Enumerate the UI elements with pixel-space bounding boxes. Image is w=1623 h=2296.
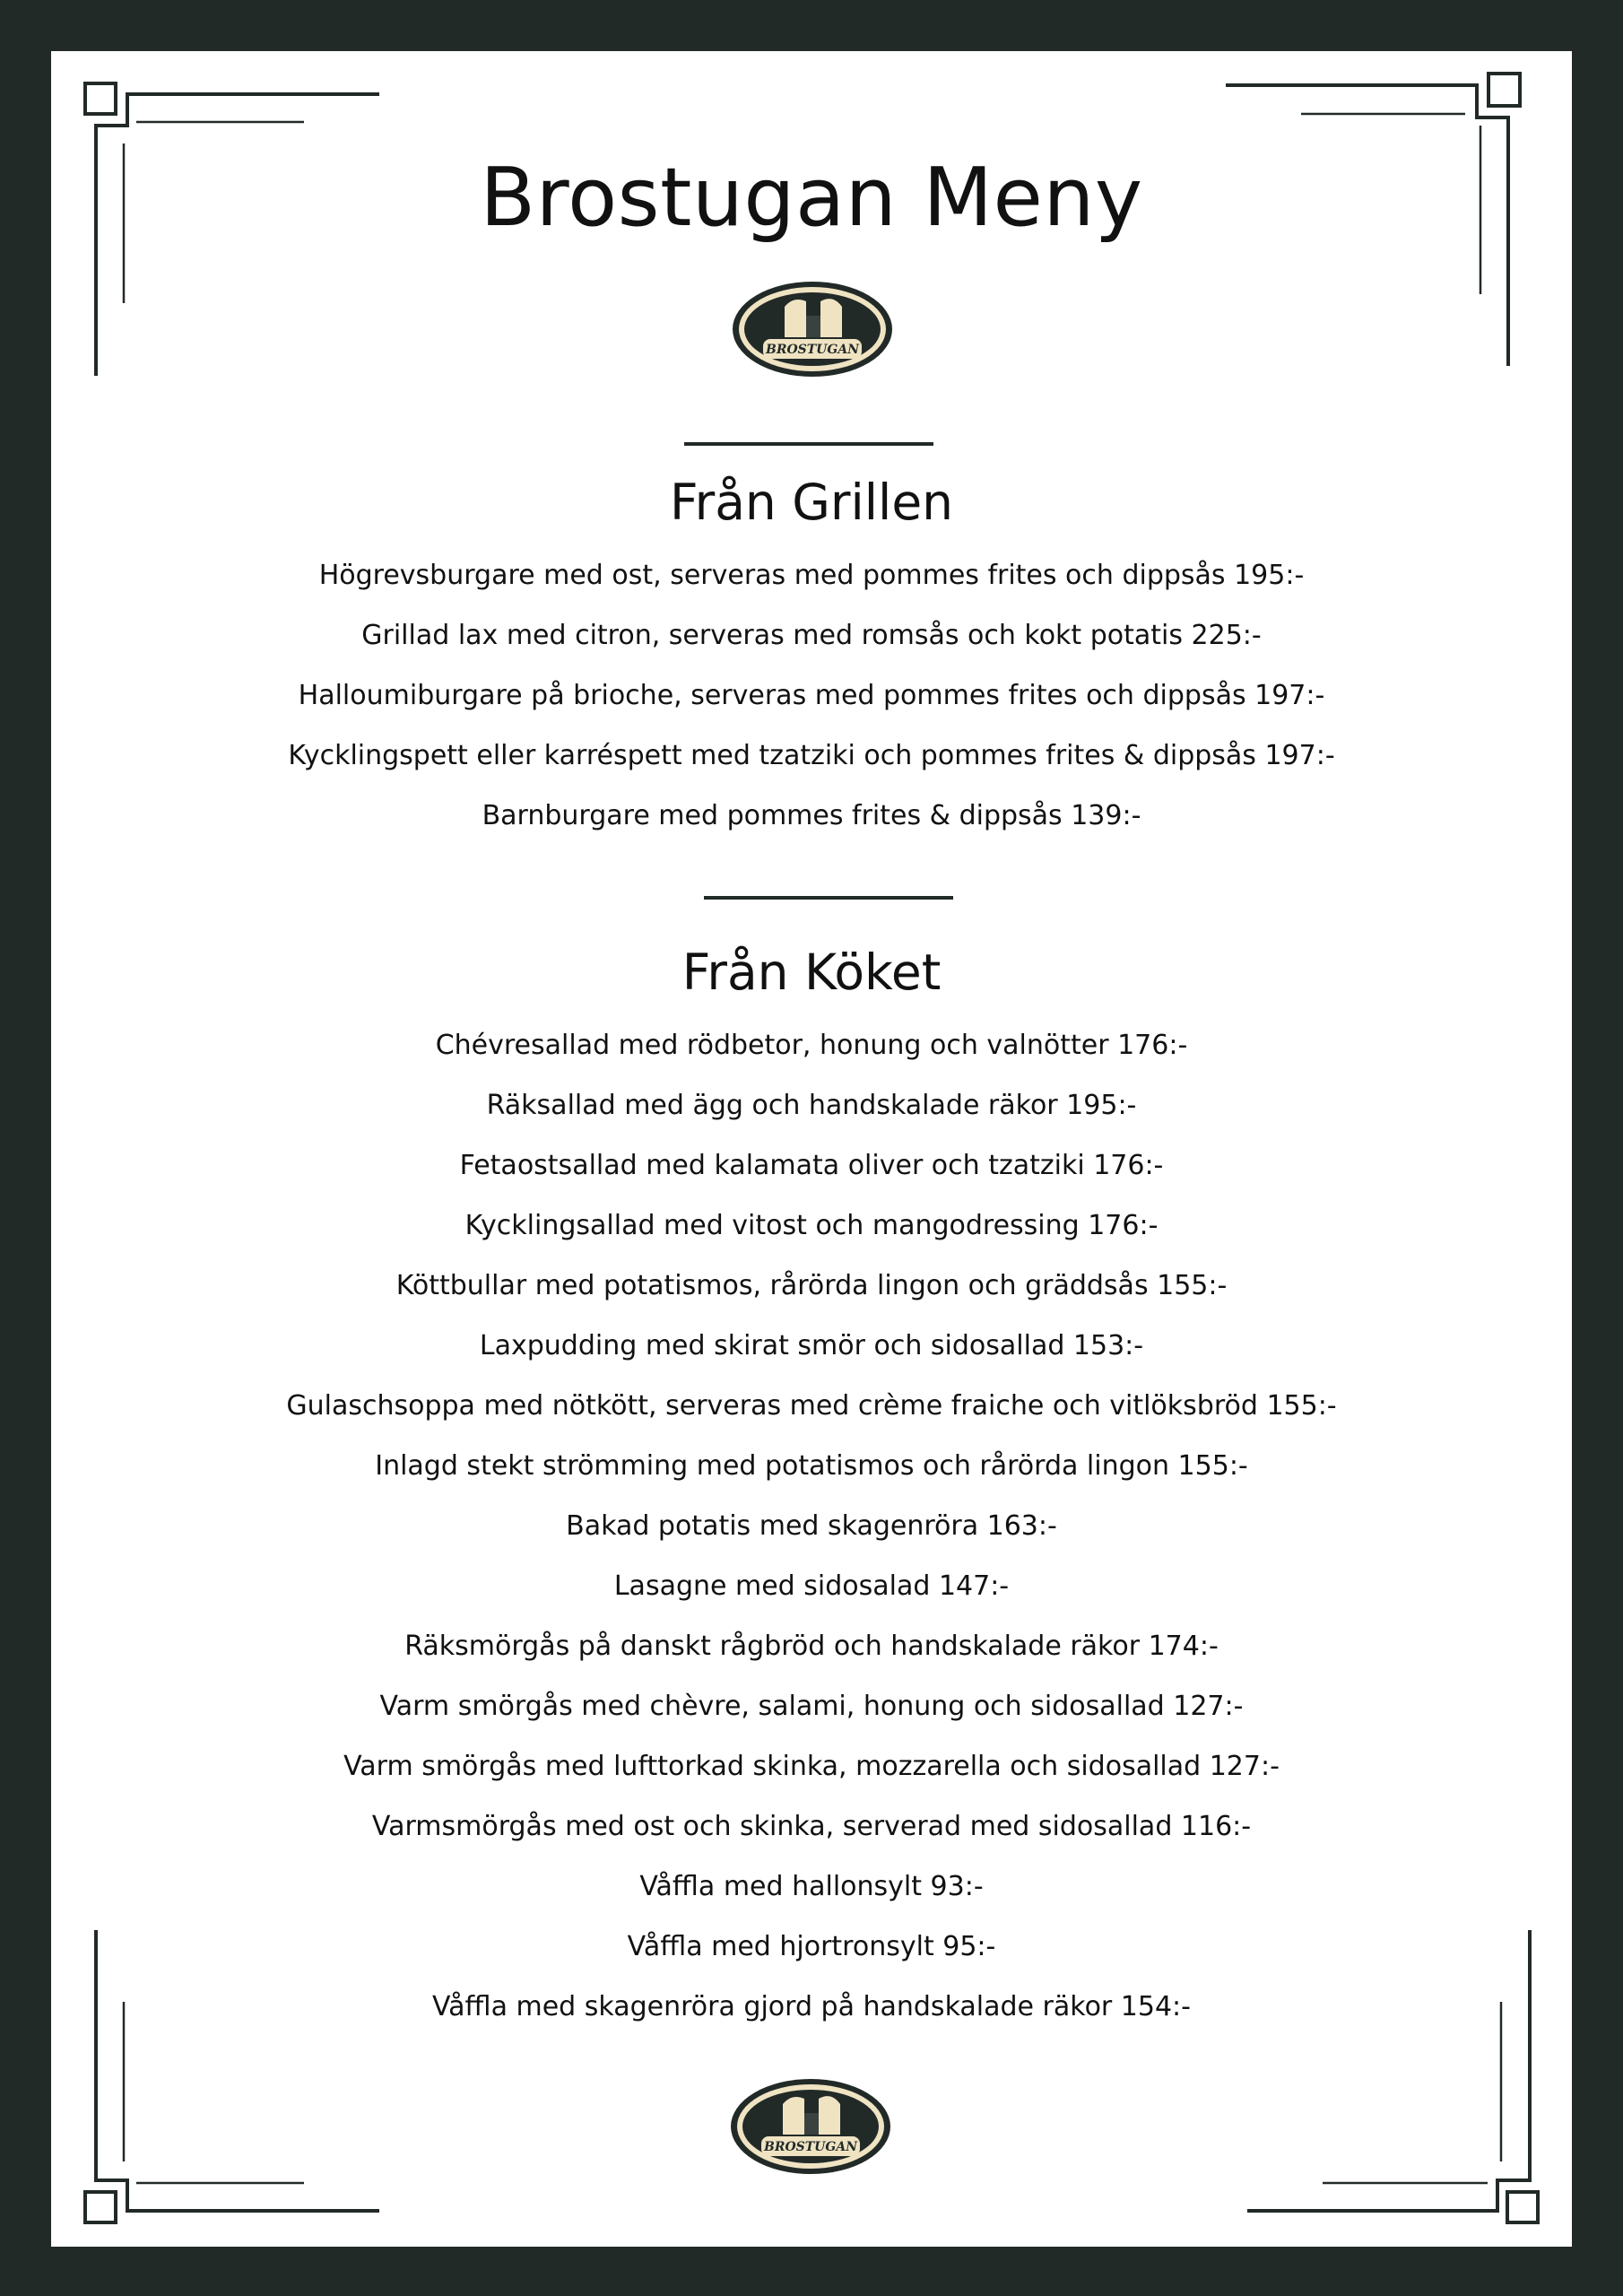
brostugan-logo [731, 280, 894, 378]
kitchen-items [0, 1015, 1623, 2037]
menu-item: Varm smörgås med lufttorkad skinka, mozzarella och sidosallad 127:- [343, 1751, 1280, 1782]
menu-item: Inlagd stekt strömming med potatismos och rårörda lingon 155:- [375, 1450, 1248, 1482]
menu-item: Kycklingspett eller karréspett med tzatziki och pommes frites & dippsås 197:- [288, 740, 1335, 771]
menu-item: Räksmörgås på danskt rågbröd och handskalade räkor 174:- [404, 1631, 1219, 1662]
section-divider [684, 442, 933, 446]
menu-item: Grillad lax med citron, serveras med romsås och kokt potatis 225:- [361, 620, 1262, 651]
menu-item: Lasagne med sidosalad 147:- [613, 1570, 1010, 1602]
menu-title: Brostugan Meny [480, 151, 1143, 245]
brostugan-logo-bottom [729, 2077, 892, 2176]
menu-item: Varmsmörgås med ost och skinka, serverad med sidosallad 116:- [371, 1811, 1252, 1842]
menu-item: Räksallad med ägg och handskalade räkor 195:- [486, 1090, 1137, 1121]
menu-item: Gulaschsoppa med nötkött, serveras med crème fraiche och vitlöksbröd 155:- [286, 1390, 1337, 1422]
menu-item: Laxpudding med skirat smör och sidosallad 153:- [479, 1330, 1144, 1361]
menu-item: Barnburgare med pommes frites & dippsås 139:- [482, 800, 1141, 831]
menu-item: Bakad potatis med skagenröra 163:- [566, 1510, 1057, 1542]
menu-item: Högrevsburgare med ost, serveras med pommes frites och dippsås 195:- [318, 560, 1305, 591]
logo-text: BROSTUGAN [765, 343, 860, 357]
menu-item: Chévresallad med rödbetor, honung och valnötter 176:- [435, 1030, 1188, 1061]
menu-item: Köttbullar med potatismos, rårörda lingon och gräddsås 155:- [395, 1270, 1228, 1301]
menu-item: Varm smörgås med chèvre, salami, honung och sidosallad 127:- [379, 1691, 1244, 1722]
menu-item: Våffla med hjortronsylt 95:- [627, 1931, 996, 1962]
logo-text: BROSTUGAN [763, 2140, 858, 2154]
section-title-kitchen: Från Köket [681, 944, 942, 1001]
menu-item: Våffla med skagenröra gjord på handskalade räkor 154:- [431, 1991, 1191, 2022]
menu-item: Våffla med hallonsylt 93:- [639, 1871, 984, 1902]
section-title-grill: Från Grillen [669, 474, 954, 531]
menu-item: Fetaostsallad med kalamata oliver och tzatziki 176:- [459, 1150, 1164, 1181]
section-divider [704, 896, 953, 900]
grill-items [0, 545, 1623, 846]
menu-item: Kycklingsallad med vitost och mangodressing 176:- [464, 1210, 1159, 1241]
menu-item: Halloumiburgare på brioche, serveras med pommes frites och dippsås 197:- [298, 680, 1325, 711]
